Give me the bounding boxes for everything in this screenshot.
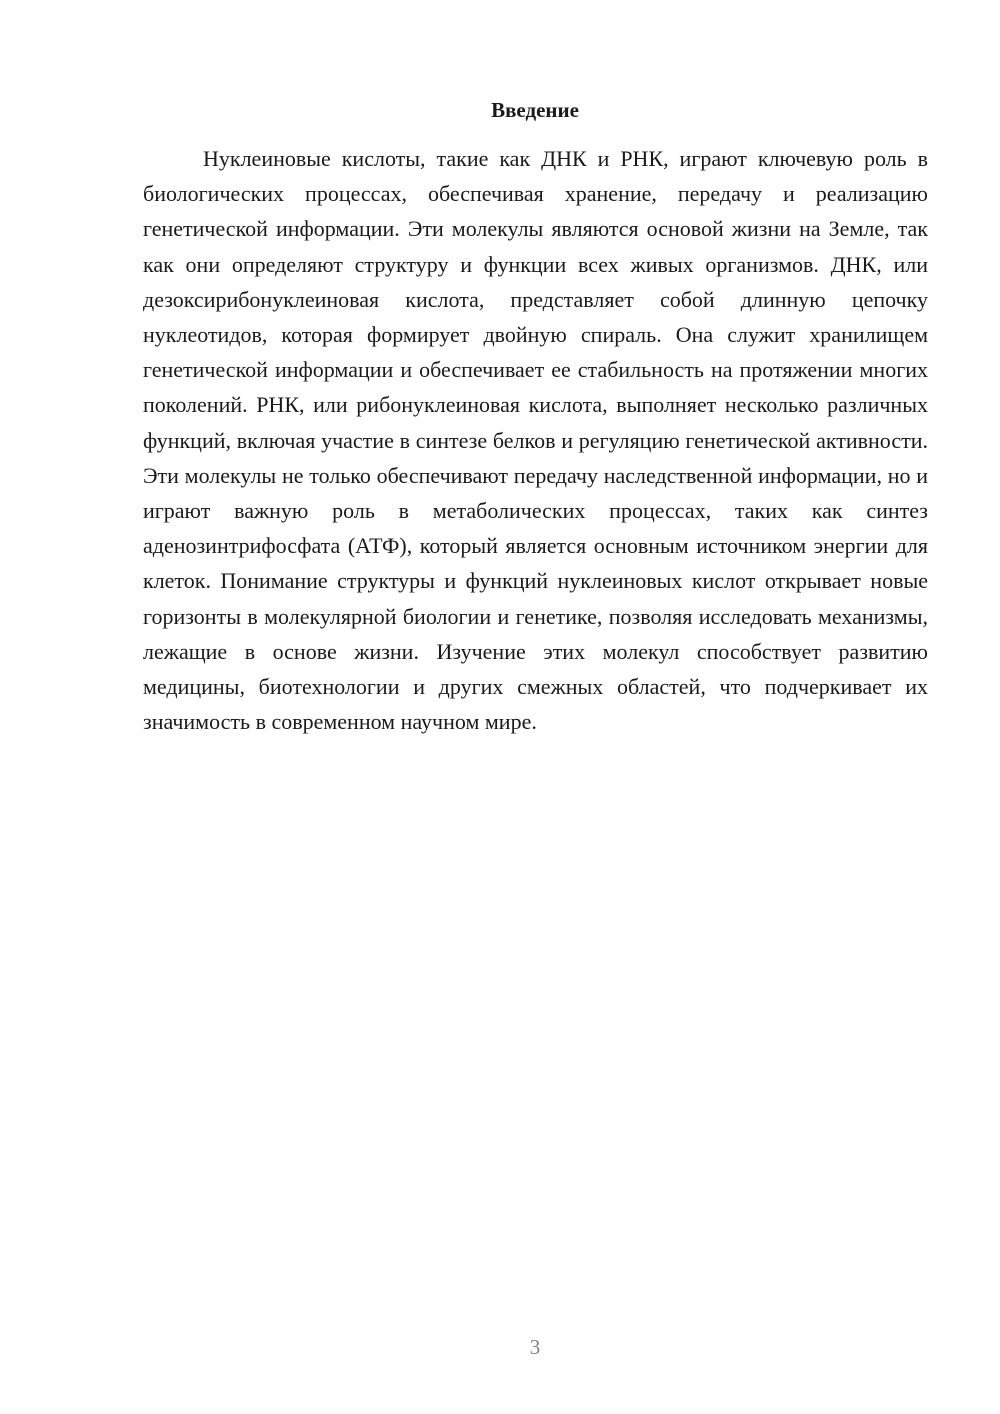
section-title: Введение <box>491 98 579 122</box>
body-paragraph: Нуклеиновые кислоты, такие как ДНК и РНК, играют ключевую роль в биологических процессах, обеспечивая хранение, передачу и реализацию генетической информации. Эти молекулы являются основой жизни на Земле, так как они определяют структуру и функции всех живых организмов. ДНК, или дезоксирибонуклеиновая кислота, представляет собой длинную цепочку нуклеотидов, которая формирует двойную спираль. Она служит хранилищем генетической информации и обеспечивает ее стабильность на протяжении многих поколений. РНК, или рибонуклеиновая кислота, выполняет несколько различных функций, включая участие в синтезе белков и регуляцию генетической активности. Эти молекулы не только обеспечивают передачу наследственной информации, но и играют важную роль в метаболических процессах, таких как синтез аденозинтрифосфата (АТФ), который является основным источником энергии для клеток. Понимание структуры и функций нуклеиновых кислот открывает новые горизонты в молекулярной биологии и генетике, позволяя исследовать механизмы, лежащие в основе жизни. Изучение этих молекул способствует развитию медицины, биотехнологии и других смежных областей, что подчеркивает их значимость в современном научном мире. <box>143 146 928 735</box>
page-number: 3 <box>529 1335 541 1359</box>
